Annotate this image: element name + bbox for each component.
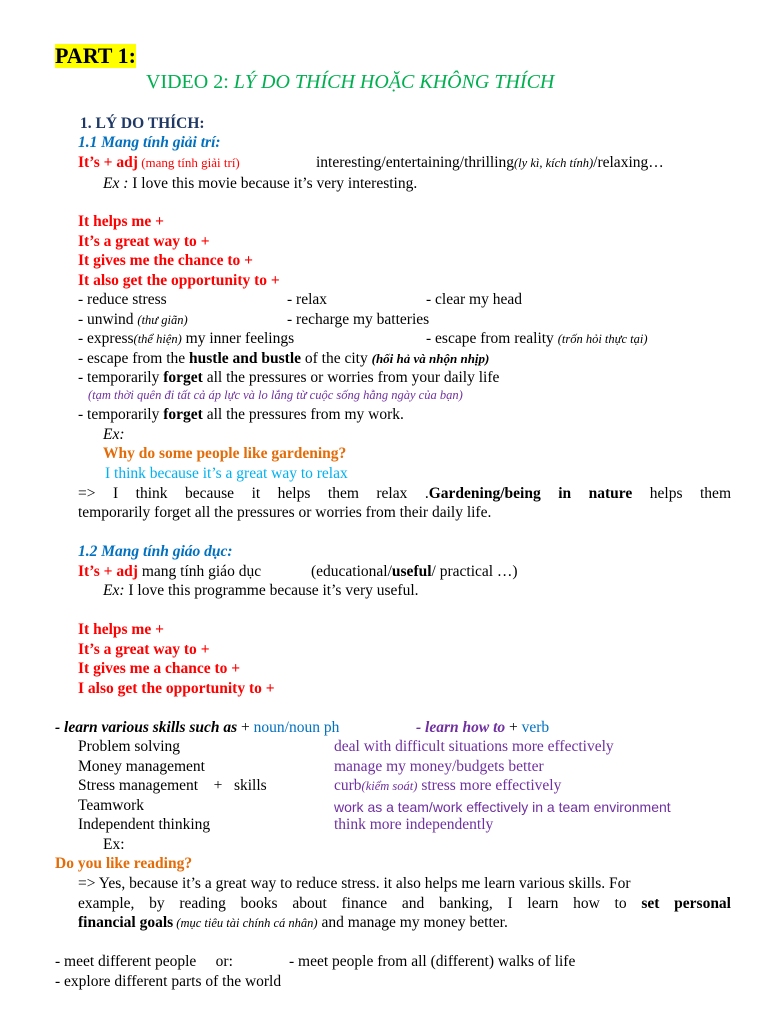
subheading-entertainment: 1.1 Mang tính giải trí:	[78, 134, 221, 151]
explore-world: - explore different parts of the world	[55, 973, 282, 990]
reason-hustle: - escape from the hustle and bustle of the city (hối hả và nhộn nhịp)	[78, 350, 490, 367]
meet-people: - meet different people or:	[55, 953, 233, 970]
skill-left-independent: Independent thinking	[78, 816, 211, 833]
reason-reduce-stress: - reduce stress	[78, 291, 167, 308]
paragraph-reading-3: financial goals (mục tiêu tài chính cá nhân) and manage my money better.	[78, 914, 508, 931]
section-heading-like: 1. LÝ DO THÍCH:	[80, 115, 205, 132]
adj-list: interesting/entertaining/thrilling	[316, 154, 515, 171]
adj-relaxing: /relaxing…	[593, 154, 664, 171]
skills-example-label: Ex:	[103, 836, 125, 853]
reason-express: - express(thể hiện) my inner feelings	[78, 330, 295, 347]
video-title-text: LÝ DO THÍCH HOẶC KHÔNG THÍCH	[233, 71, 555, 93]
example-programme: Ex: I love this programme because it’s very useful.	[103, 582, 419, 599]
skills-heading: - learn various skills such as + noun/noun ph	[55, 719, 340, 736]
question-gardening: Why do some people like gardening?	[103, 445, 347, 462]
reason-recharge: - recharge my batteries	[287, 311, 430, 328]
skill-left-problem: Problem solving	[78, 738, 181, 755]
skill-left-teamwork: Teamwork	[78, 797, 145, 814]
phrase-helps-me: It helps me +	[78, 213, 164, 230]
its-plus: It’s +	[78, 154, 117, 171]
reason-forget: - temporarily forget all the pressures or worries from your daily life	[78, 369, 500, 386]
skill-right-money: manage my money/budgets better	[334, 758, 544, 775]
adj-note: (mang tính giải trí)	[137, 155, 240, 170]
example-movie	[103, 174, 417, 194]
phrase2-opportunity: I also get the opportunity to +	[78, 680, 275, 697]
paragraph-gardening-2: temporarily forget all the pressures or worries from their daily life.	[78, 504, 492, 521]
subheading-education: 1.2 Mang tính giáo dục:	[78, 543, 233, 560]
skill-right-teamwork: work as a team/work effectively in a team environment	[334, 799, 671, 815]
video-title	[146, 70, 554, 94]
paragraph-reading-2: example, by reading books about finance and banking, I learn how to set personal	[78, 895, 731, 912]
phrase2-chance: It gives me a chance to +	[78, 660, 241, 677]
phrase-great-way: It’s a great way to +	[78, 233, 210, 250]
adj-label: adj	[116, 154, 138, 171]
adj-translation: (ly kì, kích tính)	[514, 156, 594, 170]
phrase-opportunity: It also get the opportunity to +	[78, 272, 280, 289]
part-title: PART 1:	[55, 43, 136, 68]
phrase2-great-way: It’s a great way to +	[78, 641, 210, 658]
example-text: I love this movie because it’s very interesting.	[132, 175, 418, 192]
reason-unwind: - unwind (thư giãn)	[78, 311, 188, 328]
phrase2-helps-me: It helps me +	[78, 621, 164, 638]
skill-right-stress: curb(kiểm soát) stress more effectively	[334, 777, 562, 794]
adj-line-entertainment	[78, 153, 240, 173]
question-reading: Do you like reading?	[55, 855, 193, 872]
adj-examples-education: (educational/useful/ practical …)	[311, 563, 518, 580]
skill-left-money: Money management	[78, 758, 205, 775]
reason-clear-head: - clear my head	[426, 291, 522, 308]
video-prefix: VIDEO 2:	[146, 71, 234, 93]
skill-right-problem: deal with difficult situations more effectively	[334, 738, 614, 755]
phrase-chance: It gives me the chance to +	[78, 252, 253, 269]
paragraph-gardening: => I think because it helps them relax .Gardening/being in nature helps them	[78, 485, 731, 502]
reason-escape-reality: - escape from reality (trốn hỏi thực tại)	[426, 330, 648, 347]
adj-examples	[316, 153, 664, 173]
paragraph-reading-1: => Yes, because it’s a great way to reduce stress. it also helps me learn various skills. For	[78, 875, 631, 892]
skill-right-independent: think more independently	[334, 816, 494, 833]
reason-forget-translation: (tạm thời quên đi tất cả áp lực và lo lắng từ cuộc sống hằng ngày của bạn)	[88, 388, 463, 402]
example-label-2: Ex:	[103, 426, 125, 443]
example-label: Ex :	[103, 175, 133, 192]
meet-walks-of-life: - meet people from all (different) walks of life	[289, 953, 576, 970]
answer-gardening: I think because it’s a great way to relax	[105, 465, 348, 482]
skill-left-stress: Stress management + skills	[78, 777, 267, 794]
adj-line-education: It’s + adj mang tính giáo dục	[78, 563, 262, 580]
reason-forget-work: - temporarily forget all the pressures from my work.	[78, 406, 404, 423]
skills-heading-verb: - learn how to + verb	[416, 719, 550, 736]
reason-relax: - relax	[287, 291, 328, 308]
